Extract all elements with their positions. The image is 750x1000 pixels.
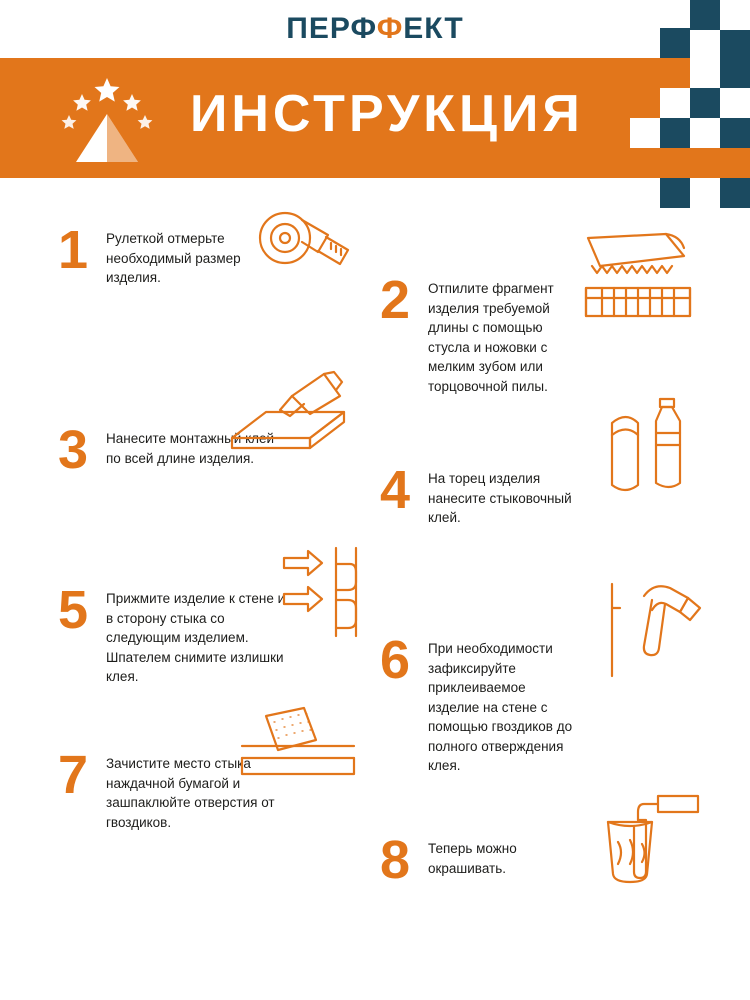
step-text: На торец изделия нанесите стыковочный клей. <box>428 471 572 526</box>
header-band <box>0 58 750 178</box>
step-number: 4 <box>380 460 411 520</box>
handsaw-miter-box-icon <box>580 226 700 336</box>
step-text: Прижмите изделие к стене и в сторону стыка со следующим изделием. Шпателем снимите излишки клея. <box>106 591 286 685</box>
paint-roller-bucket-icon <box>598 778 708 888</box>
step-text: Отпилите фрагмент изделия требуемой длины с помощью стусла и ножовки с мелким зубом или торцовочной пилы. <box>428 281 554 394</box>
step-2 <box>380 270 578 396</box>
step-text: При необходимости зафиксируйте приклеиваемое изделие на стене с помощью гвоздиков до полного отверждения клея. <box>428 641 573 774</box>
hammer-nail-icon <box>598 578 703 683</box>
brand-name-part2: ЕКТ <box>403 12 464 45</box>
step-8 <box>380 830 578 890</box>
tape-measure-icon <box>252 200 352 285</box>
checker-header-right <box>590 58 750 178</box>
brand-name-part1: ПЕРФ <box>286 12 377 45</box>
step-number: 8 <box>380 830 411 890</box>
page-title: ИНСТРУКЦИЯ <box>190 85 584 143</box>
step-6 <box>380 630 578 776</box>
step-number: 7 <box>58 745 89 805</box>
step-text: Зачистите место стыка наждачной бумагой и зашпаклюйте отверстия от гвоздиков. <box>106 756 275 830</box>
brand-logo <box>0 12 750 46</box>
step-5 <box>58 580 291 687</box>
pyramid-stars-emblem-icon <box>52 70 162 170</box>
step-number: 6 <box>380 630 411 690</box>
brand-name-accent: Ф <box>376 12 404 45</box>
glue-tube-icon <box>598 393 698 498</box>
brand-bar <box>0 0 750 58</box>
step-4 <box>380 460 578 528</box>
step-number: 5 <box>58 580 89 640</box>
step-number: 2 <box>380 270 411 330</box>
step-text: Рулеткой отмерьте необходимый размер изделия. <box>106 231 241 286</box>
press-arrows-moulding-icon <box>278 546 378 641</box>
step-number: 3 <box>58 420 89 480</box>
step-text: Нанесите монтажный клей по всей длине изделия. <box>106 431 275 466</box>
step-number: 1 <box>58 220 89 280</box>
steps-container <box>0 178 750 968</box>
sandpaper-icon <box>238 706 358 786</box>
step-text: Теперь можно окрашивать. <box>428 841 517 876</box>
glue-gun-on-moulding-icon <box>226 368 356 460</box>
